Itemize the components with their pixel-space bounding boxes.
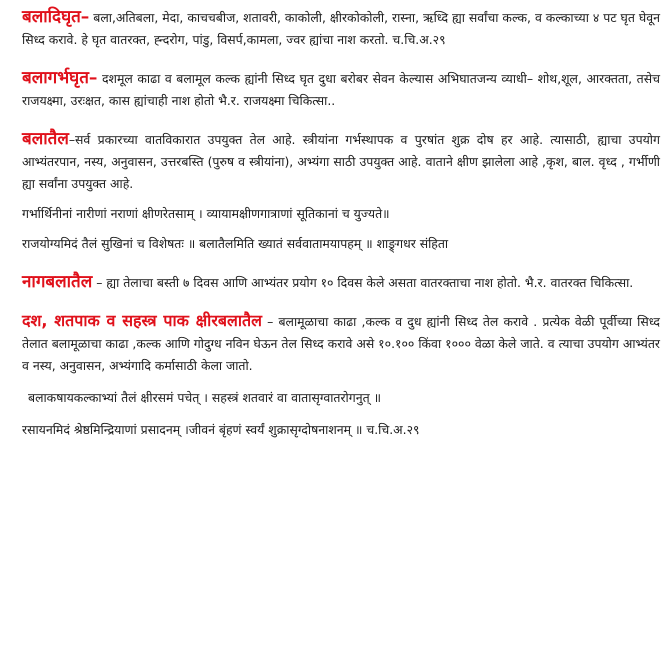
- verse-line: गर्भार्थिनीनां नारीणां नराणां क्षीणरेतसाम् । व्यायामक्षीणगात्राणां सूतिकानां च युज्यते॥: [22, 206, 390, 221]
- verse-line: रसायनमिदं श्रेष्ठमिन्द्रियाणां प्रसादनम् ।जीवनं बृंहणं स्वर्यं शुक्रासृग्दोषनाशनम् ॥ च.चि.अ.२९: [22, 422, 420, 437]
- entry-text: दशमूल काढा व बलामूल कल्क ह्यांनी सिध्द घृत दुधा बरोबर सेवन केल्यास अभिघातजन्य व्याधी– शोथ,शूल, आरक्तता, तसेच राजयक्ष्मा, उरःक्षत, कास ह्यांचाही नाश होतो भै.र. राजयक्ष्मा चिकित्सा..: [22, 71, 660, 108]
- entry-heading: बलादिघृत–: [22, 7, 90, 27]
- entry-balagarbhaghrit: [22, 67, 660, 112]
- entry-kshirabalataila: [22, 310, 660, 377]
- entry-text: बला,अतिबला, मेदा, काचचबीज, शतावरी, काकोली, क्षीरकोकोली, रास्ना, ऋध्दि ह्या सर्वांचा कल्क, व कल्काच्या ४ पट घृत घेवून सिध्द करावे. हे घृत वातरक्त, ह्न्दरोग, पांडु, विसर्प,कामला, ज्वर ह्यांचा नाश करतो. च.चि.अ.२९: [22, 10, 660, 47]
- entry-text: – बलामूळाचा काढा ,कल्क व दुध ह्यांनी सिध्द तेल करावे . प्रत्येक वेळी पूर्वीच्या सिध्द तेलात बलामूळाचा काढा ,कल्क आणि गोदुग्ध नविन घेऊन तेल सिध्द करावे असे १०.१०० किंवा १००० वेळा केले जाते. व त्याचा उपयोग आभ्यंतर व नस्य, अनुवासन, अभ्यंगादि कर्मासाठी केला जातो.: [22, 314, 660, 373]
- entry-heading: बलागर्भघृत–: [22, 68, 98, 88]
- entry-nagabalataila: [22, 271, 660, 294]
- entry-heading: बलातैल: [22, 129, 69, 149]
- entry-heading: दश, शतपाक व सहस्त्र पाक क्षीरबलातैल: [22, 311, 262, 330]
- entry-text: –सर्व प्रकारच्या वातविकारात उपयुक्त तेल आहे. स्त्रीयांना गर्भस्थापक व पुरषांत शुक्र दोष हर आहे. त्यासाठी, ह्याचा उपयोग आभ्यंतरपान, नस्य, अनुवासन, उत्तरबस्ति (पुरुष व स्त्रीयांना), अभ्यंगा साठी उपयुक्त आहे. वाताने क्षीण झालेला आहे ,कृश, बाल. वृध्द , गर्भीणी ह्या सर्वांना उपयुक्त आहे.: [22, 132, 660, 191]
- verse-line: राजयोग्यमिदं तैलं सुखिनां च विशेषतः ॥ बलातैलमिति ख्यातं सर्ववातामयापहम् ॥ शाङ्र्गधर संहिता: [22, 236, 449, 251]
- verse-line: बलाकषायकल्काभ्यां तैलं क्षीरसमं पचेत् । सहस्त्रं शतवारं वा वातासृग्वातरोगनुत् ॥: [28, 390, 382, 405]
- entry-text: – ह्या तेलाचा बस्ती ७ दिवस आणि आभ्यंतर प्रयोग १० दिवस केले असता वातरक्ताचा नाश होतो. भै.र. वातरक्त चिकित्सा.: [92, 275, 634, 290]
- entry-balataila: [22, 128, 660, 195]
- entry-heading: नागबलातैल: [22, 272, 93, 292]
- entry-baladighrit: [22, 6, 660, 51]
